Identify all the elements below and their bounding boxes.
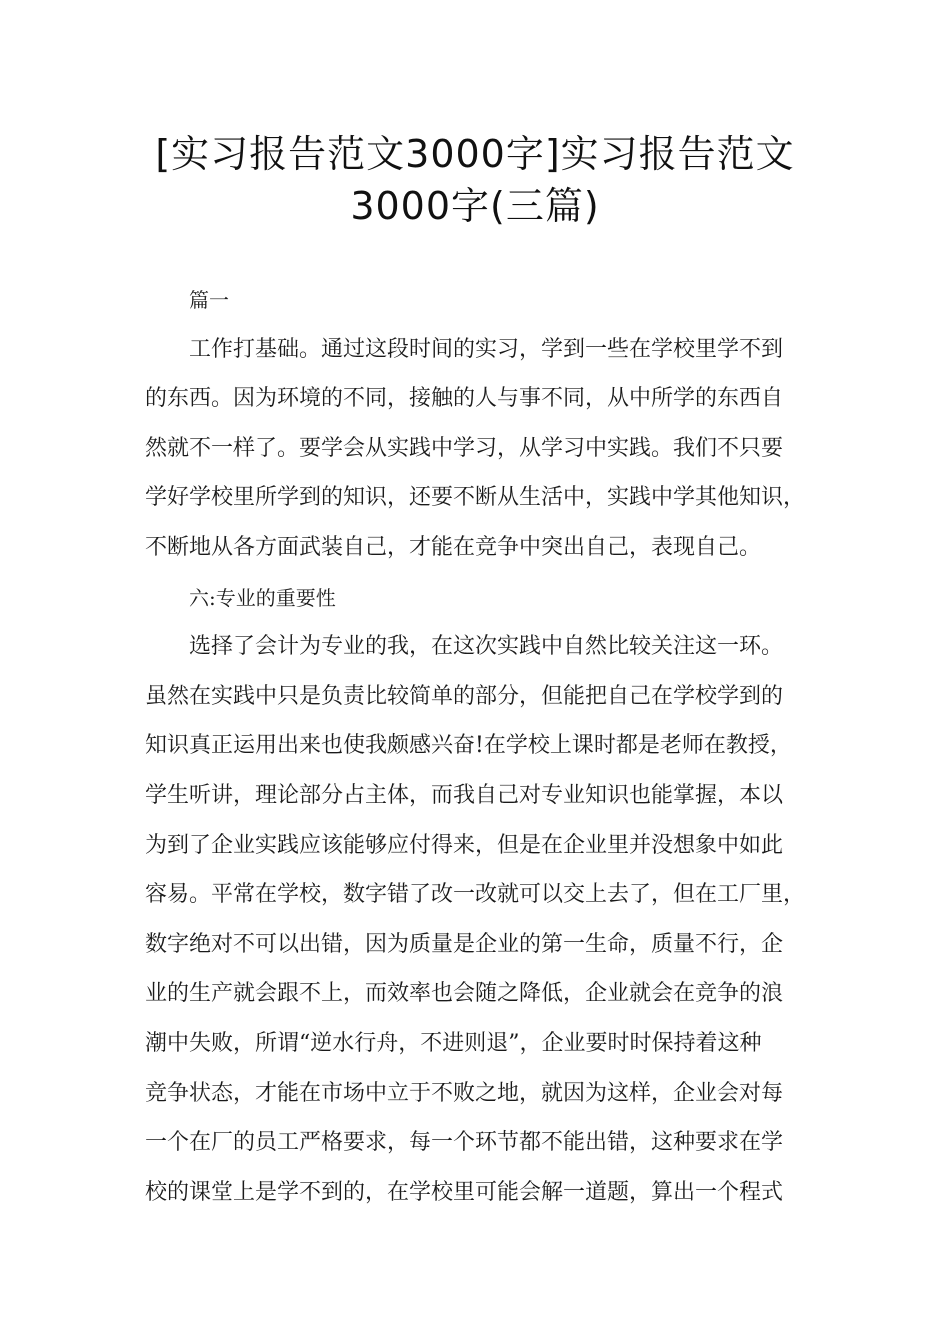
body-line: 工作打基础。通过这段时间的实习，学到一些在学校里学不到 <box>189 336 784 362</box>
body-line: 的东西。因为环境的不同，接触的人与事不同，从中所学的东西自 <box>145 386 784 412</box>
body-line: 选择了会计为专业的我，在这次实践中自然比较关注这一环。 <box>189 634 784 660</box>
body-line: 学好学校里所学到的知识，还要不断从生活中，实践中学其他知识， <box>145 485 806 511</box>
section-heading: 篇一 <box>189 288 229 312</box>
body-line: 容易。平常在学校，数字错了改一改就可以交上去了，但在工厂里， <box>145 882 806 908</box>
body-line: 业的生产就会跟不上，而效率也会随之降低，企业就会在竞争的浪 <box>145 981 784 1007</box>
document-title-line-1: [实习报告范文3000字]实习报告范文 <box>155 132 795 176</box>
body-line: 数字绝对不可以出错，因为质量是企业的第一生命，质量不行，企 <box>145 931 784 957</box>
body-line: 一个在厂的员工严格要求，每一个环节都不能出错，这种要求在学 <box>145 1130 784 1156</box>
body-line: 知识真正运用出来也使我颇感兴奋!在学校上课时都是老师在教授， <box>145 733 792 759</box>
body-line: 不断地从各方面武装自己，才能在竞争中突出自己，表现自己。 <box>145 535 762 560</box>
body-line: 然就不一样了。要学会从实践中学习，从学习中实践。我们不只要 <box>145 435 784 461</box>
body-line: 潮中失败，所谓“逆水行舟，不进则退”，企业要时时保持着这种 <box>145 1031 762 1056</box>
body-line: 虽然在实践中只是负责比较简单的部分，但能把自己在学校学到的 <box>145 683 784 709</box>
section-heading: 六:专业的重要性 <box>189 585 336 610</box>
body-line: 学生听讲，理论部分占主体，而我自己对专业知识也能掌握，本以 <box>145 783 784 808</box>
body-line: 竞争状态，才能在市场中立于不败之地，就因为这样，企业会对每 <box>145 1080 784 1106</box>
body-line: 为到了企业实践应该能够应付得来，但是在企业里并没想象中如此 <box>145 832 784 858</box>
body-line: 校的课堂上是学不到的，在学校里可能会解一道题，算出一个程式 <box>145 1179 784 1205</box>
document-title-line-2: 3000字(三篇) <box>350 184 600 228</box>
